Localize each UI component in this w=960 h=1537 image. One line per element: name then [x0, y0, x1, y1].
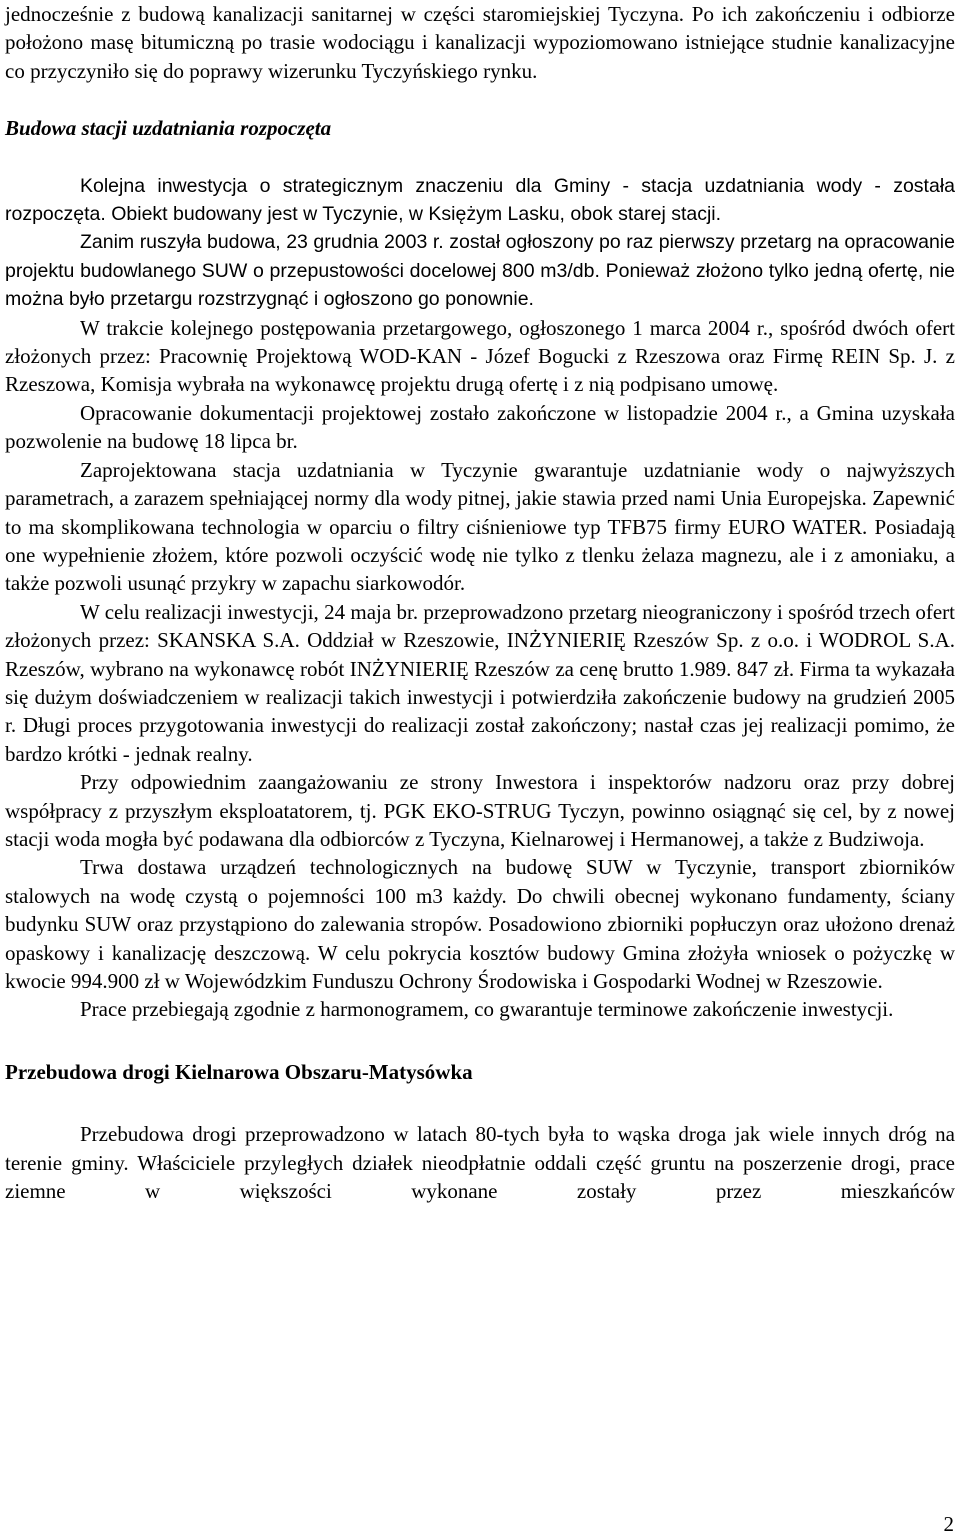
paragraph: Zaprojektowana stacja uzdatniania w Tyczynie gwarantuje uzdatnianie wody o najwyższych parametrach, a zarazem spełniającej normy dla wody pitnej, jakie stawia przed nami Unia Europejska. Zapewnić to ma skomplikowana technologia w oparciu o filtry ciśnieniowe typ TFB75 firmy EURO WATER. Posiadają one wypełnienie złożem, które pozwoli oczyścić wodę nie tylko z tlenku żelaza magnezu, ale i z amoniaku, a także pozwoli usunąć przykry w zapachu siarkowodór.	[5, 457, 955, 596]
paragraph: Trwa dostawa urządzeń technologicznych na budowę SUW w Tyczynie, transport zbiorników stalowych na wodę czystą o pojemności 100 m3 każdy. Do chwili obecnej wykonano fundamenty, ściany budynku SUW oraz przystąpiono do zalewania stropów. Posadowiono zbiorniki popłuczyn oraz ułożono drenaż opaskowy i kanalizację deszczową. W celu pokrycia kosztów budowy Gmina złożyła wniosek o pożyczkę w kwocie 994.900 zł w Wojewódzkim Funduszu Ochrony Środowiska i Gospodarki Wodnej w Rzeszowie.	[5, 855, 955, 993]
paragraph: Zanim ruszyła budowa, 23 grudnia 2003 r. został ogłoszony po raz pierwszy przetarg na opracowanie projektu budowlanego SUW o przepustowości docelowej 800 m3/db. Ponieważ złożono tylko jedną ofertę, nie można było przetargu rozstrzygnąć i ogłoszono go ponownie.	[5, 231, 955, 311]
paragraph: Prace przebiegają zgodnie z harmonogramem, co gwarantuje terminowe zakończenie inwestycji.	[80, 997, 894, 1022]
paragraph: Opracowanie dokumentacji projektowej zostało zakończone w listopadzie 2004 r., a Gmina uzyskała pozwolenie na budowę 18 lipca br.	[5, 400, 955, 454]
document-page	[5, 0, 955, 1205]
section-heading-water-station: Budowa stacji uzdatniania rozpoczęta	[5, 116, 332, 141]
spacer	[5, 85, 955, 114]
section-heading-road-reconstruction: Przebudowa drogi Kielnarowa Obszaru-Matysówka	[5, 1059, 473, 1084]
spacer	[5, 1086, 955, 1120]
spacer	[5, 1024, 955, 1058]
spacer	[5, 143, 955, 172]
paragraph: Przy odpowiednim zaangażowaniu ze strony Inwestora i inspektorów nadzoru oraz przy dobrej współpracy z przyszłym eksploatatorem, tj. PGK EKO-STRUG Tyczyn, powinno osiągnąć się cel, by z nowej stacji woda mogła być podawana dla odbiorców z Tyczyna, Kielnarowej i Hermanowej, a także z Budziwoja.	[5, 770, 955, 851]
intro-paragraph: jednocześnie z budową kanalizacji sanitarnej w części staromiejskiej Tyczyna. Po ich zakończeniu i odbiorze położono masę bitumiczną po trasie wodociągu i kanalizacji wypoziomowano istniejące studnie kanalizacyjne co przyczyniło się do poprawy wizerunku Tyczyńskiego rynku.	[5, 2, 955, 83]
paragraph: Przebudowa drogi przeprowadzono w latach 80-tych była to wąska droga jak wiele innych dróg na terenie gminy. Właściciele przyległych działek nieodpłatnie oddali część gruntu na poszerzenie drogi, prace ziemne w większości wykonane zostały przez mieszkańców	[5, 1122, 955, 1204]
page-number: 2	[943, 1512, 954, 1536]
paragraph: W trakcie kolejnego postępowania przetargowego, ogłoszonego 1 marca 2004 r., spośród dwóch ofert złożonych przez: Pracownię Projektową WOD-KAN - Józef Bogucki z Rzeszowa oraz Firmę REIN Sp. J. z Rzeszowa, Komisja wybrała na wykonawcę projektu drugą ofertę i z nią podpisano umowę.	[5, 315, 955, 397]
paragraph: W celu realizacji inwestycji, 24 maja br. przeprowadzono przetarg nieograniczony i spośród trzech ofert złożonych przez: SKANSKA S.A. Oddział w Rzeszowie, INŻYNIERIĘ Rzeszów Sp. z o.o. i WODROL S.A. Rzeszów, wybrano na wykonawcę robót INŻYNIERIĘ Rzeszów za cenę brutto 1.989. 847 zł. Firma ta wykazała się dużym doświadczeniem w realizacji takich inwestycji i potwierdziła zakończenie budowy na grudzień 2005 r. Długi proces przygotowania inwestycji do realizacji został zakończony; nastał czas jej realizacji pomimo, że bardzo krótki - jednak realny.	[5, 599, 955, 766]
paragraph: Kolejna inwestycja o strategicznym znaczeniu dla Gminy - stacja uzdatniania wody - została rozpoczęta. Obiekt budowany jest w Tyczynie, w Księżym Lasku, obok starej stacji.	[5, 174, 955, 226]
